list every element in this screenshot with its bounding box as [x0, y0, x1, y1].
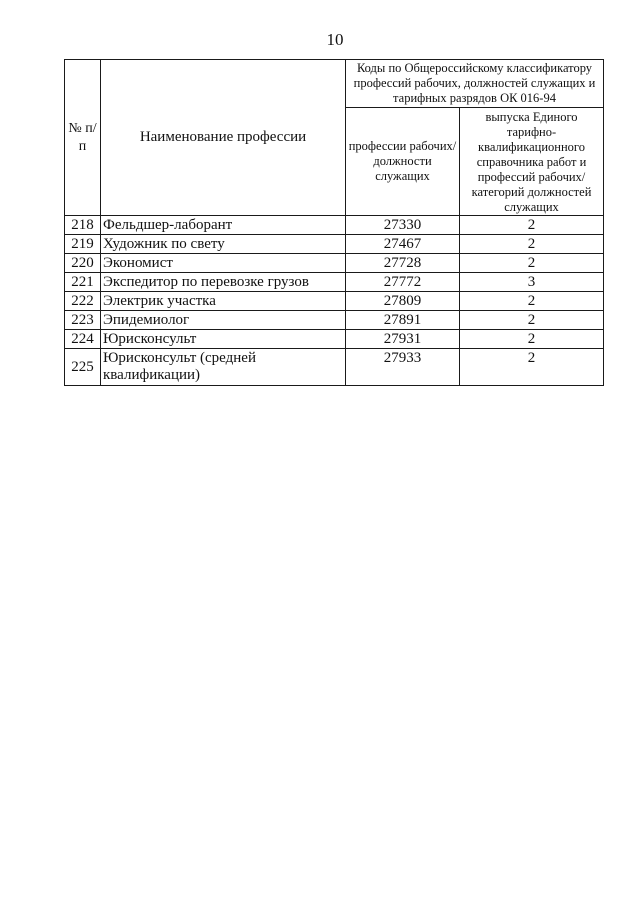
row-profession: Юрисконсульт	[101, 330, 346, 349]
table-row	[65, 292, 604, 311]
row-number: 225	[65, 349, 101, 386]
header-profession-name: Наименование профессии	[101, 60, 346, 216]
table-row	[65, 273, 604, 292]
row-category: 2	[460, 292, 604, 311]
row-category: 2	[460, 349, 604, 386]
row-category: 2	[460, 216, 604, 235]
row-code: 27931	[346, 330, 460, 349]
row-profession: Эпидемиолог	[101, 311, 346, 330]
professions-table	[64, 59, 604, 386]
table-row	[65, 235, 604, 254]
row-profession: Экспедитор по перевозке грузов	[101, 273, 346, 292]
row-profession: Юрисконсульт (средней квалификации)	[101, 349, 346, 386]
row-profession: Фельдшер-лаборант	[101, 216, 346, 235]
row-category: 2	[460, 330, 604, 349]
header-codes: Коды по Общероссийскому классификатору профессий рабочих, должностей служащих и тарифных разрядов ОК 016-94	[346, 60, 604, 108]
row-profession: Электрик участка	[101, 292, 346, 311]
row-number: 221	[65, 273, 101, 292]
table-row	[65, 349, 604, 386]
row-category: 3	[460, 273, 604, 292]
row-code: 27330	[346, 216, 460, 235]
row-code: 27891	[346, 311, 460, 330]
row-code: 27467	[346, 235, 460, 254]
header-number: № п/п	[65, 60, 101, 216]
page-number: 10	[326, 30, 344, 49]
row-number: 223	[65, 311, 101, 330]
row-number: 224	[65, 330, 101, 349]
table-row	[65, 254, 604, 273]
row-number: 218	[65, 216, 101, 235]
row-code: 27809	[346, 292, 460, 311]
row-number: 220	[65, 254, 101, 273]
row-profession: Художник по свету	[101, 235, 346, 254]
table-header-row	[65, 60, 604, 108]
row-profession: Экономист	[101, 254, 346, 273]
row-number: 219	[65, 235, 101, 254]
header-category-column: выпуска Единого тарифно-квалификационного справочника работ и профессий рабочих/категорий должностей служащих	[460, 108, 604, 216]
header-code-column: профессии рабочих/ должности служащих	[346, 108, 460, 216]
row-category: 2	[460, 254, 604, 273]
row-category: 2	[460, 235, 604, 254]
table-row	[65, 216, 604, 235]
row-category: 2	[460, 311, 604, 330]
table-row	[65, 311, 604, 330]
table-row	[65, 330, 604, 349]
row-code: 27728	[346, 254, 460, 273]
row-code: 27933	[346, 349, 460, 386]
row-number: 222	[65, 292, 101, 311]
row-code: 27772	[346, 273, 460, 292]
